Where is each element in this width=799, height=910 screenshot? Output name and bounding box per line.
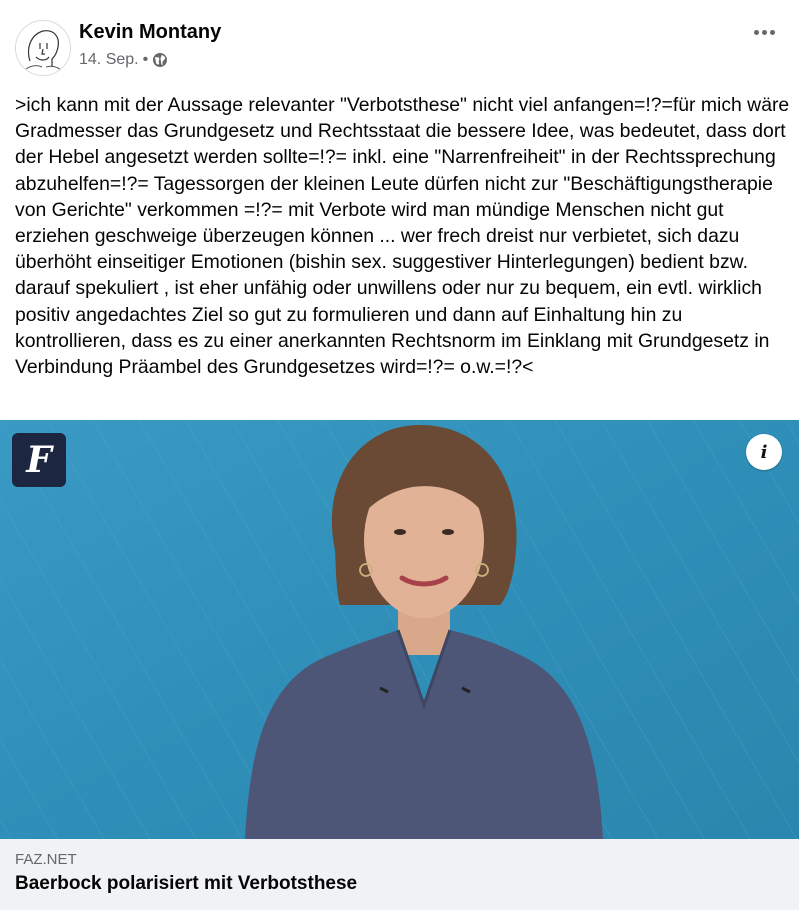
link-preview-card[interactable] (0, 420, 799, 910)
more-options-button[interactable] (746, 20, 782, 44)
post-text: >ich kann mit der Aussage relevanter "Verbotsthese" nicht viel anfangen=!?=für mich wäre Gradmesser das Grundgesetz und Rechtsstaat die bessere Idee, was bedeutet, dass dort der Hebel angesetzt werden sollte=!?= inkl. eine "Narrenfreiheit" in der Rechtssprechung abzuhelfen=!?= Tagessorgen der kleinen Leute dürfen nicht zur "Beschäftigungstherapie von Gerichte" verkommen =!?= mit Verbote wird man mündige Menschen nicht gut erziehen geschweige überzeugen können ... wer frech dreist nur verbietet, sich dazu überhöht einseitiger Emotionen (bishin sex. suggestiver Hinterlegungen) bedient bzw. darauf spekuliert , ist eher unfähig oder unwillens oder nur zu bequem, ein evtl. wirklich positiv angedachtes Ziel so gut zu formulieren und dann auf Einhaltung hin zu kontrollieren, dass es zu einer anerkannten Rechtsnorm im Einklang mit Grundgesetz in Verbindung Präambel des Grundgesetzes wird=!?= o.w.=!?< (15, 94, 790, 379)
faz-logo-icon: F (12, 433, 66, 487)
author-name[interactable]: Kevin Montany (79, 21, 222, 43)
more-dot (770, 30, 775, 35)
post-date[interactable]: 14. Sep. (79, 51, 139, 68)
article-image[interactable] (0, 420, 799, 839)
meta-separator: • (142, 51, 149, 68)
more-options-icon (754, 30, 759, 35)
portrait-photo (0, 420, 799, 839)
link-domain: FAZ.NET (15, 851, 77, 868)
globe-icon (152, 52, 168, 68)
more-dot (762, 30, 767, 35)
link-card-info[interactable] (0, 839, 799, 910)
link-headline[interactable]: Baerbock polarisiert mit Verbotsthese (15, 873, 358, 894)
avatar-sketch-icon (16, 21, 70, 75)
info-button[interactable]: i (746, 434, 782, 470)
post-meta (79, 51, 168, 69)
avatar[interactable] (15, 20, 71, 76)
post-header (0, 0, 799, 88)
